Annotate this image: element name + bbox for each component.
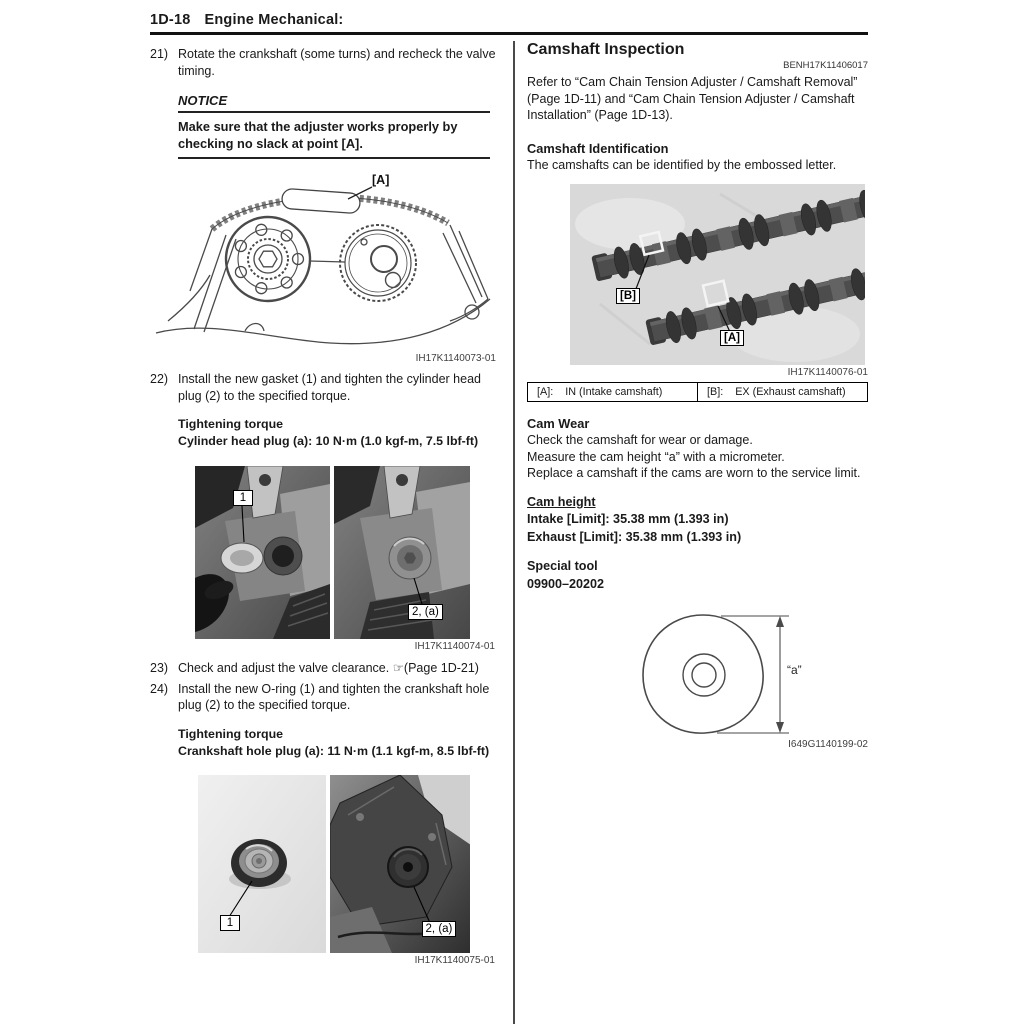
- figure-camshafts-photo: [570, 184, 868, 378]
- torque-spec-cylinder: [178, 416, 496, 450]
- photo-callout-2a: 2, (a): [408, 604, 443, 620]
- torque-heading: Tightening torque: [178, 417, 284, 431]
- spec-exhaust-limit: Exhaust [Limit]: 35.38 mm (1.393 in): [527, 529, 742, 544]
- figure-head-plug-photos: [195, 466, 495, 652]
- figure-code: IH17K1140074-01: [414, 641, 495, 652]
- figure-callout-A: [A]: [372, 173, 390, 187]
- intro-paragraph: Refer to “Cam Chain Tension Adjuster / Camshaft Removal” (Page 1D-11) and “Cam Chain Tension Adjuster / Camshaft Installation” (Page 1D-13).: [527, 75, 858, 122]
- step-number: 23): [150, 661, 169, 675]
- notice-block: [178, 93, 496, 159]
- cam-chain-drawing-image: [150, 171, 495, 351]
- figure-cam-lobe-diagram: [527, 611, 868, 750]
- photo-gasket-image: [195, 466, 330, 639]
- subheading-camshaft-identification: Camshaft Identification: [527, 140, 669, 156]
- step-text: Install the new gasket (1) and tighten the cylinder head plug (2) to the specified torque.: [178, 372, 481, 403]
- step-text: Check and adjust the valve clearance. ☞(Page 1D-21): [178, 661, 479, 675]
- cam-wear-line: Check the camshaft for wear or damage.: [527, 433, 753, 447]
- figure-code: IH17K1140073-01: [415, 353, 496, 364]
- notice-rule-top: [178, 111, 490, 113]
- column-divider: [513, 41, 515, 1024]
- notice-text: Make sure that the adjuster works properly by checking no slack at point [A].: [178, 119, 458, 151]
- photo-callout-A: [A]: [720, 330, 744, 346]
- section-title: Engine Mechanical:: [204, 12, 344, 28]
- photo-gasket: [195, 466, 330, 639]
- cam-lobe-drawing-image: [625, 611, 855, 737]
- special-tool-heading: Special tool: [527, 559, 598, 573]
- figure-code: IH17K1140075-01: [414, 954, 495, 966]
- torque-spec-crankshaft: [178, 726, 496, 760]
- step-23: [150, 660, 496, 677]
- notice-heading: NOTICE: [178, 93, 228, 108]
- step-22: [150, 371, 496, 404]
- photo-callout-B: [B]: [616, 288, 640, 304]
- cam-wear-line: Replace a camshaft if the cams are worn to the service limit.: [527, 466, 861, 480]
- id-table-cell-exhaust: [698, 383, 867, 401]
- page-header: [150, 12, 868, 28]
- torque-heading: Tightening torque: [178, 726, 284, 741]
- figure-code: I649G1140199-02: [788, 739, 868, 750]
- photo-crank-plug-tightened: [330, 775, 470, 953]
- id-value: EX (Exhaust camshaft): [735, 386, 846, 398]
- photo-o-ring-plug: [198, 775, 326, 953]
- photo-callout-1: 1: [233, 490, 253, 506]
- identification-text: The camshafts can be identified by the embossed letter.: [527, 157, 837, 172]
- figure-crank-plug-photos: [198, 775, 495, 966]
- step-24: [150, 681, 496, 714]
- step-21: [150, 46, 496, 79]
- right-column: [527, 40, 868, 750]
- camshafts-photo-image: [570, 184, 865, 365]
- step-text: Rotate the crankshaft (some turns) and recheck the valve timing.: [178, 47, 496, 78]
- photo-callout-2a: 2, (a): [422, 921, 457, 937]
- dimension-label-a: “a”: [787, 663, 802, 677]
- id-value: IN (Intake camshaft): [565, 386, 663, 398]
- photo-o-ring-image: [198, 775, 326, 953]
- figure-code: IH17K1140076-01: [787, 367, 868, 378]
- camshaft-id-table: [527, 382, 868, 402]
- photo-callout-1: 1: [220, 915, 240, 931]
- photo-camshafts: [570, 184, 865, 365]
- cam-wear-line: Measure the cam height “a” with a micrometer.: [527, 449, 785, 464]
- step-text: Install the new O-ring (1) and tighten the crankshaft hole plug (2) to the specified torque.: [178, 681, 490, 712]
- reference-code: BENH17K11406017: [783, 60, 868, 71]
- photo-head-plug-image: [334, 466, 470, 639]
- id-key: [B]:: [707, 386, 724, 398]
- torque-value: Cylinder head plug (a): 10 N·m (1.0 kgf-m, 7.5 lbf-ft): [178, 434, 479, 448]
- step-number: 24): [150, 681, 169, 696]
- photo-head-plug-tightened: [334, 466, 470, 639]
- page-number: 1D-18: [150, 12, 191, 28]
- id-key: [A]:: [537, 386, 554, 398]
- left-column: [150, 42, 496, 966]
- figure-cam-chain-timing: [150, 171, 496, 365]
- header-rule: [150, 32, 868, 35]
- spec-heading-cam-height: Cam height: [527, 494, 596, 509]
- spec-intake-limit: Intake [Limit]: 35.38 mm (1.393 in): [527, 512, 729, 526]
- notice-rule-bottom: [178, 157, 490, 159]
- torque-value: Crankshaft hole plug (a): 11 N·m (1.1 kgf-m, 8.5 lbf-ft): [178, 743, 490, 758]
- step-number: 21): [150, 47, 169, 61]
- step-number: 22): [150, 372, 169, 386]
- subheading-cam-wear: Cam Wear: [527, 416, 590, 431]
- id-table-cell-intake: [528, 383, 698, 401]
- section-heading-camshaft-inspection: Camshaft Inspection: [527, 41, 685, 58]
- special-tool-number: 09900–20202: [527, 576, 605, 591]
